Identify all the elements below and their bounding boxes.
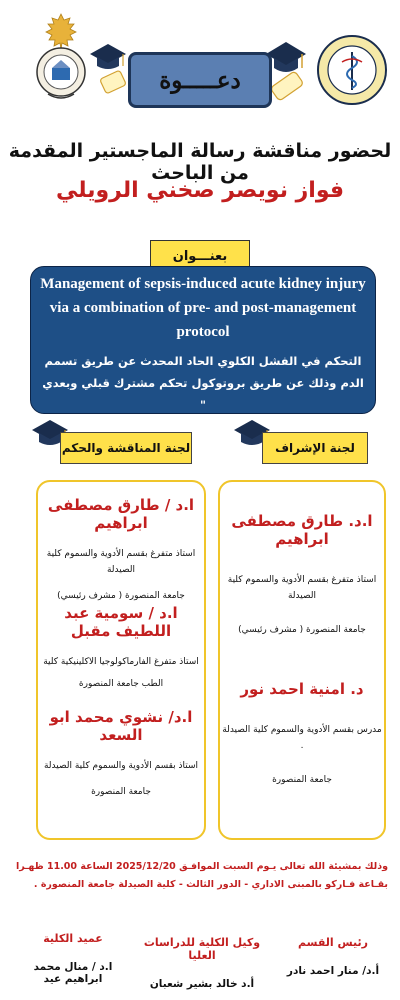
examination-committee-label: لجنة المناقشة والحكم	[60, 432, 192, 464]
thesis-english-title: Management of sepsis-induced acute kidney injury via a combination of pre- and post-management protocol	[40, 276, 366, 340]
member-name: د. امنية احمد نور	[240, 680, 364, 698]
mansoura-university-logo	[30, 10, 92, 110]
member-title: استاذ متفرغ بقسم الأدوية والسموم كلية الصيدلة	[227, 575, 377, 601]
member-name: ا.د / سومية عبد اللطيف مقبل	[64, 604, 178, 640]
examination-member	[40, 708, 202, 800]
event-details: وذلك بمشيئة الله تعالى يـوم السبت الموافـق 2025/12/20 الساعة 11.00 ظهـرا بقـاعة فـاركو بالمبنى الاداري - الدور الثالث - كلية الصيدلة جامعة المنصورة .	[16, 861, 388, 890]
member-title: استاذ بقسم الأدوية والسموم كلية الصيدلة	[43, 761, 199, 771]
signatory-title: رئيس القسم	[298, 936, 368, 949]
signatory-vice-dean	[138, 936, 266, 990]
member-name: ا.د / طارق مصطفى ابراهيم	[47, 496, 195, 532]
titled-label: بعنـــوان	[150, 240, 250, 272]
member-affiliation: جامعة المنصورة ( مشرف رئيسي)	[238, 625, 366, 635]
thesis-arabic-title: التحكم في الفشل الكلوي الحاد المحدث عن طريق تسمم الدم وذلك عن طريق بروتوكول تحكم مشترك قبلي وبعدي "	[42, 354, 364, 412]
member-name: ا.د. طارق مصطفى ابراهيم	[231, 512, 373, 548]
signatory-dean	[18, 932, 128, 985]
graduation-cap-icon	[88, 40, 128, 104]
member-title: استاذ متفرغ الفارماكولوجيا الاكلينيكية كلية	[43, 657, 199, 667]
member-title: استاذ متفرغ بقسم الأدوية والسموم كلية الصيدلة	[46, 549, 196, 575]
member-affiliation: جامعة المنصورة	[91, 787, 151, 797]
member-affiliation: الطب جامعة المنصورة	[78, 679, 164, 689]
supervision-member	[222, 512, 382, 638]
supervision-committee-label: لجنة الإشراف	[262, 432, 368, 464]
examination-member	[40, 604, 202, 692]
supervision-member	[222, 680, 382, 788]
signatory-title: عميد الكلية	[43, 932, 103, 945]
signatory-name: أ.د خالد بشير شعبان	[149, 978, 255, 990]
member-name: ا.د/ نشوي محمد ابو السعد	[49, 708, 193, 744]
signatory-name: ا.د / منال محمد ابراهيم عيد	[33, 961, 113, 985]
faculty-of-pharmacy-logo	[312, 18, 390, 118]
signatory-title: وكيل الكلية للدراسات العليا	[143, 936, 261, 962]
signatory-name: أ.د/ منار احمد نادر	[286, 965, 380, 977]
member-affiliation: جامعة المنصورة ( مشرف رئيسي)	[57, 591, 185, 601]
member-title: مدرس بقسم الأدوية والسموم كلية الصيدلة .	[222, 725, 382, 751]
signatory-department-head	[278, 936, 388, 977]
researcher-name: فواز نويصر صخني الرويلي	[55, 178, 345, 203]
invitation-line: لحضور مناقشة رسالة الماجستير المقدمة من الباحث	[8, 140, 392, 184]
invitation-badge	[128, 52, 272, 108]
invitation-label: دعـــــوة	[159, 66, 241, 94]
examination-member	[40, 496, 202, 604]
member-affiliation: جامعة المنصورة	[272, 775, 332, 785]
